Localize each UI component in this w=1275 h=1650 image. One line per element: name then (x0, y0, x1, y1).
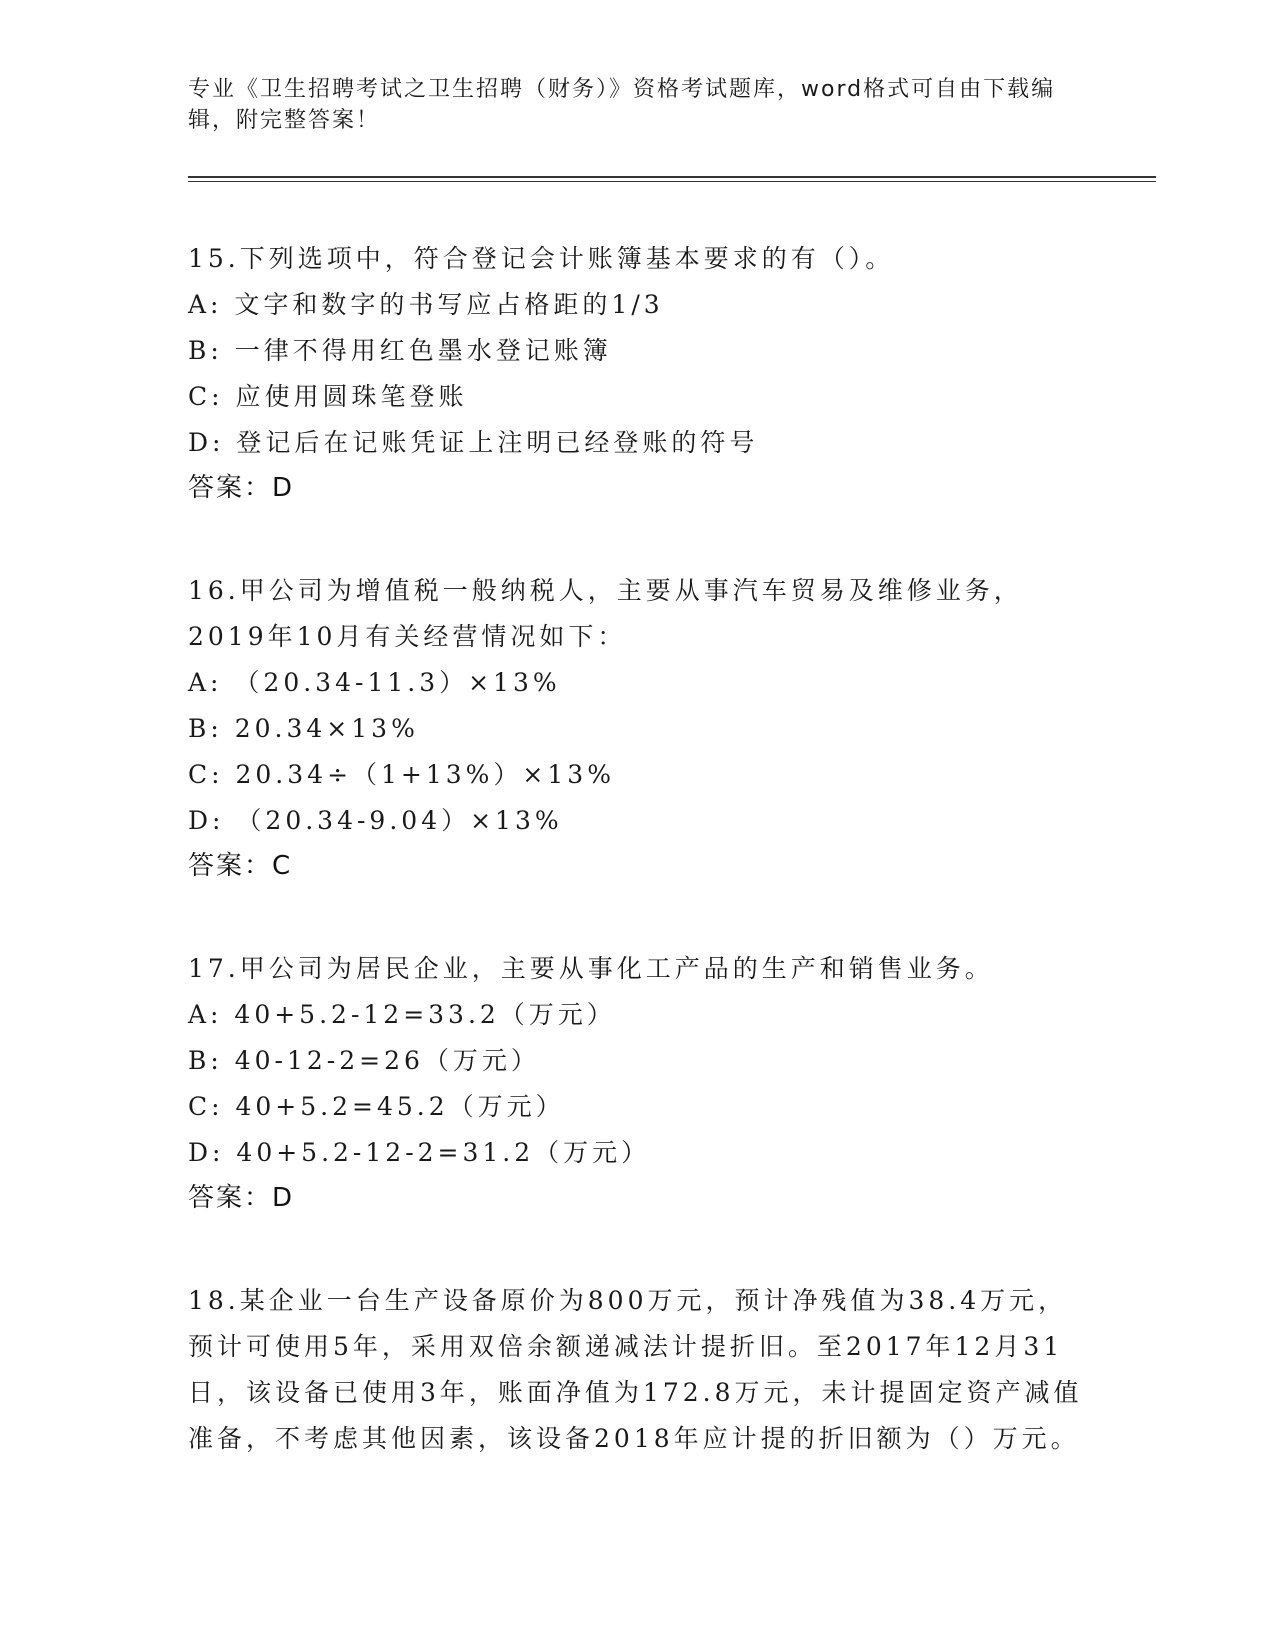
answer-label: 答案：C (188, 851, 293, 881)
question-15 (188, 236, 1088, 510)
question-16 (188, 568, 1088, 888)
question-17 (188, 946, 1088, 1220)
option-b: B: 20.34×13% (188, 714, 419, 743)
question-stem: 17.甲公司为居民企业，主要从事化工产品的生产和销售业务。 (188, 954, 994, 983)
answer-label: 答案：D (188, 473, 295, 503)
option-a: A: 文字和数字的书写应占格距的1/3 (188, 290, 664, 319)
option-a: A: （20.34-11.3）×13% (188, 668, 561, 697)
option-d: D: 登记后在记账凭证上注明已经登账的符号 (188, 428, 759, 457)
question-stem: 18.某企业一台生产设备原价为800万元，预计净残值为38.4万元，预计可使用5年，采用双倍余额递减法计提折旧。至2017年12月31日，该设备已使用3年，账面净值为172.8万元，未计提固定资产减值准备，不考虑其他因素，该设备2018年应计提的折旧额为（）万元。 (188, 1286, 1083, 1453)
option-b: B: 一律不得用红色墨水登记账簿 (188, 336, 612, 365)
option-c: C: 20.34÷（1+13%）×13% (188, 760, 615, 789)
header-divider-thin (188, 181, 1156, 182)
option-c: C: 应使用圆珠笔登账 (188, 382, 468, 411)
option-d: D: （20.34-9.04）×13% (188, 806, 563, 835)
question-stem: 16.甲公司为增值税一般纳税人，主要从事汽车贸易及维修业务，2019年10月有关经营情况如下： (188, 576, 1023, 651)
option-d: D: 40+5.2-12-2=31.2（万元） (188, 1138, 651, 1167)
answer-label: 答案：D (188, 1183, 295, 1213)
question-stem: 15.下列选项中，符合登记会计账簿基本要求的有（）。 (188, 244, 895, 273)
header-divider-thick (188, 176, 1156, 178)
document-header: 专业《卫生招聘考试之卫生招聘（财务）》资格考试题库，word格式可自由下载编辑，附完整答案！ (188, 77, 1056, 133)
option-b: B: 40-12-2=26（万元） (188, 1046, 540, 1075)
option-a: A: 40+5.2-12=33.2（万元） (188, 1000, 616, 1029)
question-list (188, 236, 1088, 1520)
question-18 (188, 1278, 1088, 1462)
option-c: C: 40+5.2=45.2（万元） (188, 1092, 565, 1121)
